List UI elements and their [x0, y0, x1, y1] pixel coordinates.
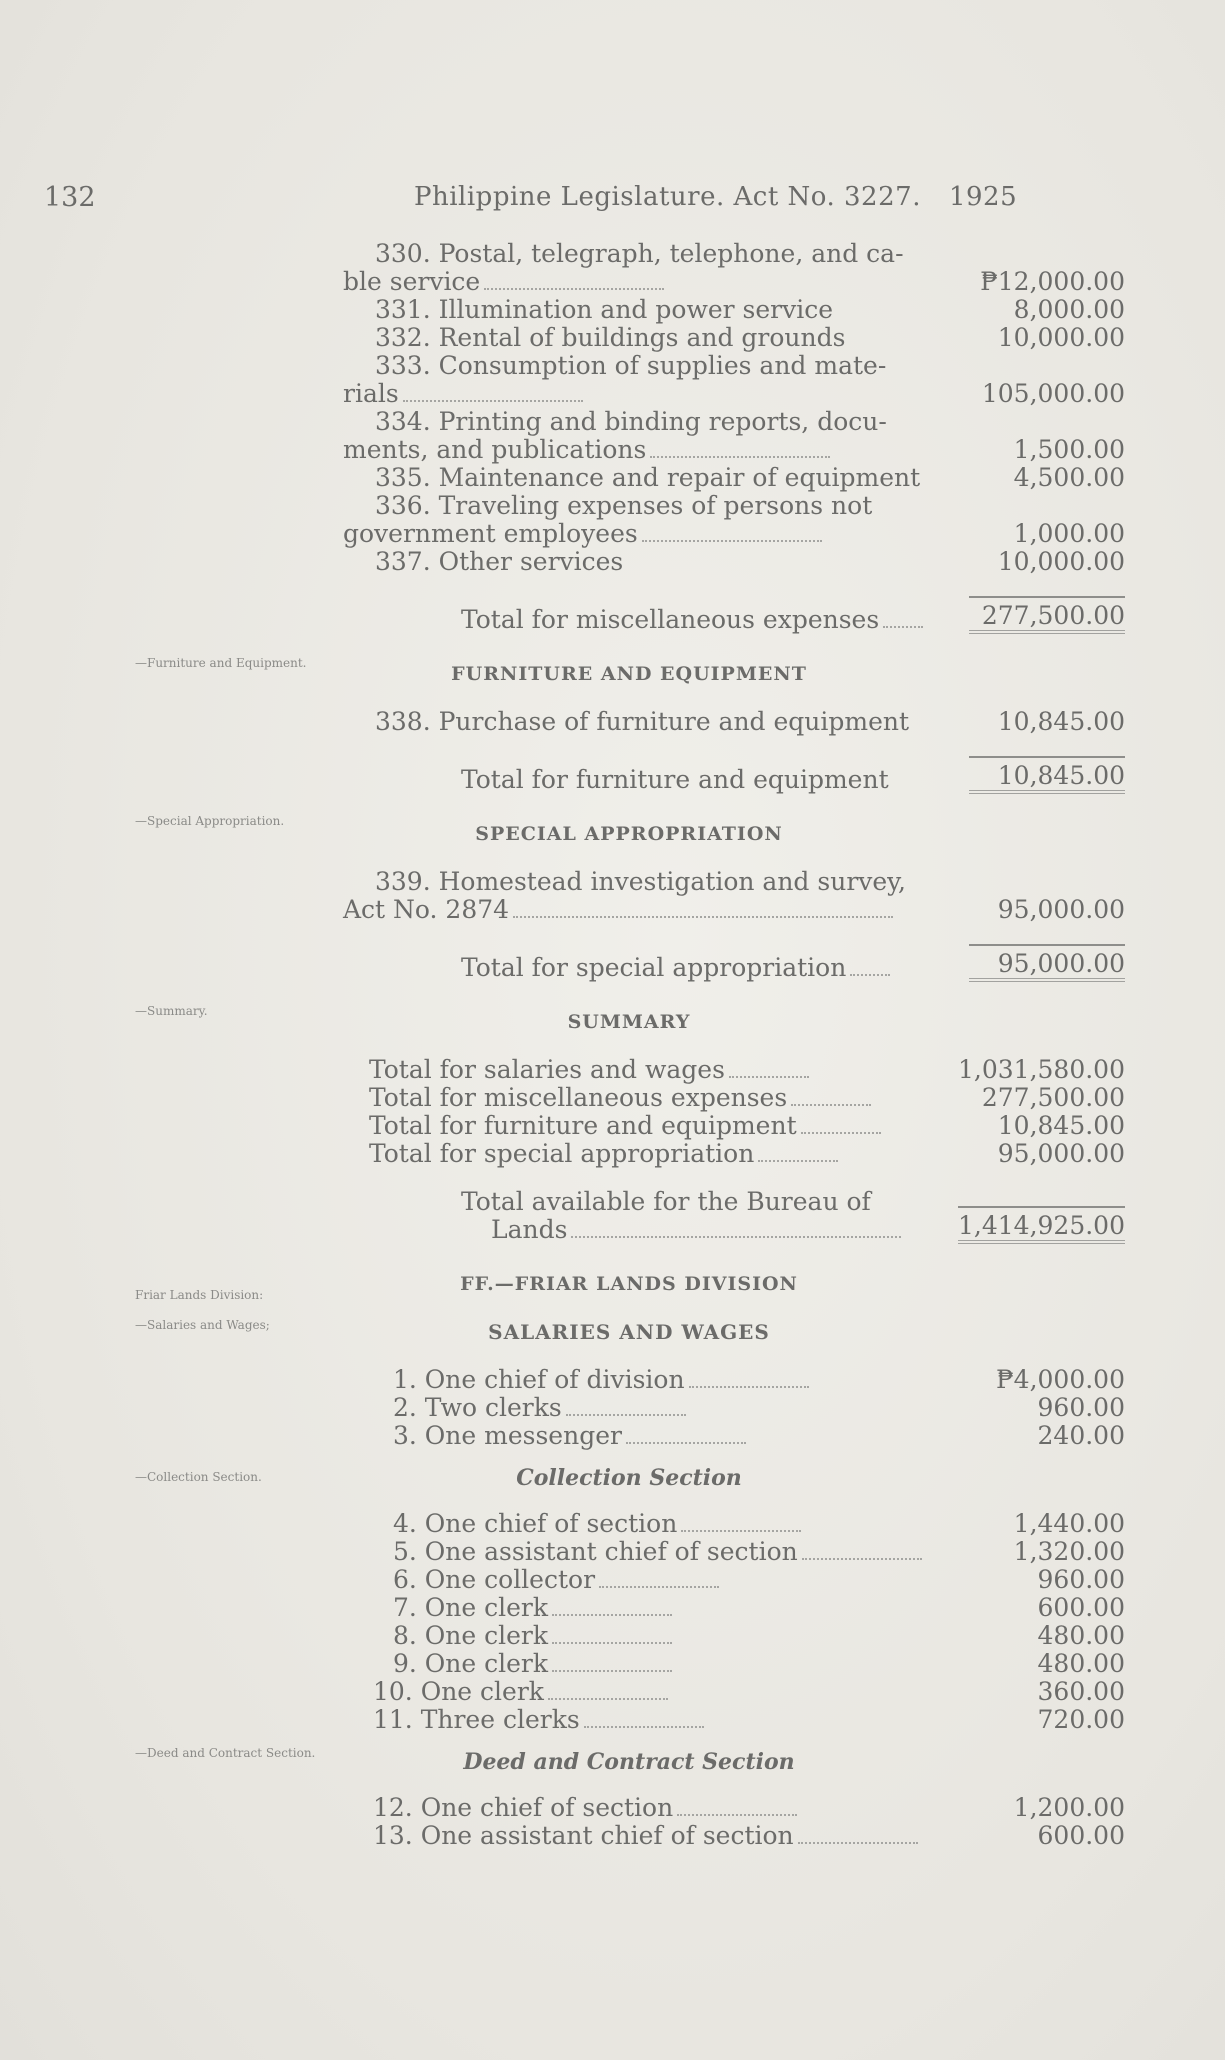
collection-salary-amount: 480.00 [1037, 1621, 1125, 1650]
summary-row [343, 1112, 1125, 1140]
special-heading: SPECIAL APPROPRIATION [475, 823, 783, 845]
deed-salary-desc [343, 1822, 948, 1850]
leader-dots [798, 1842, 918, 1844]
misc-item-line1: 335. Maintenance and repair of equipment [375, 463, 921, 492]
collection-salary-row [343, 1650, 1125, 1678]
misc-item-row [343, 408, 1125, 464]
margin-note-friar-salaries: —Salaries and Wages; [135, 1318, 270, 1332]
summary-total-line2: Lands [491, 1215, 568, 1244]
misc-item-amount: 1,500.00 [1013, 435, 1125, 464]
special-item-line2: Act No. 2874 [343, 895, 510, 924]
appropriation-content [343, 240, 1125, 1850]
leader-dots [758, 1160, 838, 1162]
collection-salary-row [343, 1706, 1125, 1734]
leader-dots [552, 1614, 672, 1616]
misc-item-desc [343, 240, 928, 296]
collection-salary-row [343, 1566, 1125, 1594]
leader-dots [484, 288, 664, 290]
friar-salary-row [343, 1422, 1125, 1450]
summary-row-amount: 277,500.00 [981, 1083, 1125, 1112]
collection-salary-desc [343, 1510, 953, 1538]
summary-total-row [343, 1188, 1125, 1244]
misc-item-amount: 8,000.00 [1013, 295, 1125, 324]
furniture-item-label: 338. Purchase of furniture and equipment [375, 707, 910, 736]
furniture-total-amount: 10,845.00 [969, 756, 1125, 794]
margin-note-friar: Friar Lands Division: [135, 1288, 264, 1302]
special-total-label: Total for special appropriation [461, 953, 847, 982]
collection-salary-label: 4. One chief of section [393, 1509, 678, 1538]
leader-dots [729, 1076, 809, 1078]
collection-salary-row [343, 1594, 1125, 1622]
friar-salary-label: 2. Two clerks [393, 1393, 562, 1422]
margin-note-furniture: —Furniture and Equipment. [135, 656, 307, 670]
collection-salary-amount: 1,440.00 [1013, 1509, 1125, 1538]
deed-salary-desc [343, 1794, 948, 1822]
special-item-amount: 95,000.00 [997, 895, 1125, 924]
deed-section-heading: Deed and Contract Section [463, 1749, 795, 1775]
deed-salary-label: 13. One assistant chief of section [373, 1821, 794, 1850]
collection-section-heading: Collection Section [516, 1465, 742, 1491]
misc-item-line2: government employees [343, 519, 638, 548]
friar-salary-amount: 960.00 [1037, 1393, 1125, 1422]
summary-row-desc [343, 1112, 947, 1140]
collection-salary-desc [343, 1594, 953, 1622]
page-number: 132 [44, 182, 96, 213]
misc-item-amount: 4,500.00 [1013, 463, 1125, 492]
leader-dots [571, 1236, 901, 1238]
leader-dots [791, 1104, 871, 1106]
misc-item-desc [343, 408, 928, 464]
leader-dots [599, 1586, 719, 1588]
misc-item-line2-wrap [343, 436, 928, 464]
summary-row [343, 1084, 1125, 1112]
special-item-line1: 339. Homestead investigation and survey, [375, 867, 906, 896]
margin-note-special: —Special Appropriation. [135, 814, 285, 828]
misc-item-line1: 334. Printing and binding reports, docu- [375, 407, 887, 436]
misc-item-amount: 105,000.00 [981, 379, 1125, 408]
leader-dots [552, 1642, 672, 1644]
collection-salary-amount: 720.00 [1037, 1705, 1125, 1734]
friar-salary-label: 1. One chief of division [393, 1365, 685, 1394]
summary-row-label: Total for furniture and equipment [369, 1111, 797, 1140]
misc-item-desc [343, 296, 928, 324]
misc-item-desc [343, 492, 928, 548]
furniture-item-amount: 10,845.00 [997, 707, 1125, 736]
furniture-total-row [343, 756, 1125, 794]
collection-salary-list [343, 1510, 1125, 1734]
collection-salary-amount: 1,320.00 [1013, 1537, 1125, 1566]
misc-total-row [343, 596, 1125, 634]
misc-item-line1: 333. Consumption of supplies and mate- [375, 351, 887, 380]
summary-list [343, 1056, 1125, 1168]
friar-salary-list [343, 1366, 1125, 1450]
misc-item-row [343, 324, 1125, 352]
misc-item-desc [343, 324, 928, 352]
collection-salary-label: 9. One clerk [393, 1649, 549, 1678]
misc-item-line1: 337. Other services [375, 547, 624, 576]
misc-item-line1: 336. Traveling expenses of persons not [375, 491, 873, 520]
collection-salary-label: 8. One clerk [393, 1621, 549, 1650]
collection-salary-amount: 480.00 [1037, 1649, 1125, 1678]
furniture-item-row [343, 708, 1125, 736]
misc-item-line2: ments, and publications [343, 435, 647, 464]
deed-salary-row [343, 1822, 1125, 1850]
misc-item-line2-wrap [343, 380, 928, 408]
misc-item-line2-wrap [343, 268, 928, 296]
summary-row-label: Total for miscellaneous expenses [369, 1083, 788, 1112]
misc-item-line2: rials [343, 379, 399, 408]
summary-row-amount: 1,031,580.00 [958, 1055, 1125, 1084]
summary-total-line1: Total available for the Bureau of [461, 1187, 871, 1216]
summary-row-amount: 10,845.00 [997, 1111, 1125, 1140]
collection-salary-amount: 600.00 [1037, 1593, 1125, 1622]
collection-salary-row [343, 1538, 1125, 1566]
collection-salary-desc [343, 1706, 948, 1734]
misc-item-line2: ble service [343, 267, 481, 296]
margin-note-deed: —Deed and Contract Section. [135, 1746, 316, 1760]
misc-item-amount: ₱12,000.00 [980, 267, 1125, 296]
collection-salary-amount: 960.00 [1037, 1565, 1125, 1594]
leader-dots [650, 456, 830, 458]
summary-row-desc [343, 1140, 947, 1168]
collection-salary-row [343, 1622, 1125, 1650]
misc-item-desc [343, 548, 928, 576]
misc-item-line2-wrap [343, 520, 928, 548]
special-item-row [343, 868, 1125, 924]
leader-dots [548, 1698, 668, 1700]
friar-salary-amount: 240.00 [1037, 1421, 1125, 1450]
misc-item-desc [343, 352, 928, 408]
misc-item-row [343, 240, 1125, 296]
running-head-year: 1925 [948, 182, 1018, 212]
collection-salary-desc [343, 1678, 948, 1706]
friar-salary-desc [343, 1394, 953, 1422]
deed-salary-list [343, 1794, 1125, 1850]
leader-dots [802, 1558, 922, 1560]
collection-salary-label: 11. Three clerks [373, 1705, 580, 1734]
misc-item-line1: 332. Rental of buildings and grounds [375, 323, 846, 352]
collection-salary-desc [343, 1622, 953, 1650]
leader-dots [566, 1414, 686, 1416]
friar-salary-desc [343, 1422, 953, 1450]
leader-dots [681, 1530, 801, 1532]
leader-dots [584, 1726, 704, 1728]
leader-dots [850, 974, 890, 976]
collection-salary-label: 7. One clerk [393, 1593, 549, 1622]
misc-item-line1: 331. Illumination and power service [375, 295, 834, 324]
misc-item-line1: 330. Postal, telegraph, telephone, and ca- [375, 239, 904, 268]
summary-total-amount: 1,414,925.00 [958, 1206, 1125, 1244]
misc-item-amount: 10,000.00 [997, 323, 1125, 352]
misc-item-row [343, 492, 1125, 548]
leader-dots [642, 540, 822, 542]
deed-salary-label: 12. One chief of section [373, 1793, 674, 1822]
summary-row-label: Total for special appropriation [369, 1139, 755, 1168]
leader-dots [677, 1814, 797, 1816]
running-head-title: Philippine Legislature. Act No. 3227. [414, 182, 921, 212]
collection-salary-label: 6. One collector [393, 1565, 596, 1594]
summary-heading: SUMMARY [567, 1011, 691, 1033]
running-head [414, 182, 1017, 212]
leader-dots [403, 400, 583, 402]
collection-salary-row [343, 1678, 1125, 1706]
leader-dots [626, 1442, 746, 1444]
furniture-total-label: Total for furniture and equipment [461, 765, 889, 794]
deed-salary-amount: 600.00 [1037, 1821, 1125, 1850]
misc-item-row [343, 296, 1125, 324]
leader-dots [801, 1132, 881, 1134]
margin-note-collection: —Collection Section. [135, 1470, 262, 1484]
collection-salary-label: 5. One assistant chief of section [393, 1537, 798, 1566]
deed-salary-amount: 1,200.00 [1013, 1793, 1125, 1822]
summary-row-desc [343, 1084, 947, 1112]
misc-item-amount: 1,000.00 [1013, 519, 1125, 548]
leader-dots [689, 1386, 809, 1388]
summary-row [343, 1056, 1125, 1084]
misc-total-amount: 277,500.00 [969, 596, 1125, 634]
friar-heading: FF.—FRIAR LANDS DIVISION [460, 1273, 798, 1295]
collection-salary-amount: 360.00 [1037, 1677, 1125, 1706]
friar-salaries-heading: SALARIES AND WAGES [488, 1320, 770, 1344]
friar-salary-row [343, 1394, 1125, 1422]
misc-item-amount: 10,000.00 [997, 547, 1125, 576]
misc-item-desc [343, 464, 928, 492]
misc-expense-list [343, 240, 1125, 576]
deed-salary-row [343, 1794, 1125, 1822]
friar-salary-label: 3. One messenger [393, 1421, 622, 1450]
collection-salary-desc [343, 1538, 953, 1566]
misc-item-row [343, 352, 1125, 408]
special-total-amount: 95,000.00 [969, 944, 1125, 982]
leader-dots [513, 916, 893, 918]
collection-salary-desc [343, 1650, 953, 1678]
summary-row-label: Total for salaries and wages [369, 1055, 725, 1084]
friar-salary-amount: ₱4,000.00 [996, 1365, 1125, 1394]
margin-note-summary: —Summary. [135, 1004, 208, 1018]
summary-row-desc [343, 1056, 947, 1084]
leader-dots [883, 626, 923, 628]
summary-row-amount: 95,000.00 [997, 1139, 1125, 1168]
furniture-heading: FURNITURE AND EQUIPMENT [451, 663, 807, 685]
collection-salary-row [343, 1510, 1125, 1538]
summary-row [343, 1140, 1125, 1168]
friar-salary-row [343, 1366, 1125, 1394]
misc-total-label: Total for miscellaneous expenses [461, 605, 880, 634]
misc-item-row [343, 548, 1125, 576]
friar-salary-desc [343, 1366, 953, 1394]
collection-salary-desc [343, 1566, 953, 1594]
special-total-row [343, 944, 1125, 982]
misc-item-row [343, 464, 1125, 492]
leader-dots [552, 1670, 672, 1672]
collection-salary-label: 10. One clerk [373, 1677, 544, 1706]
